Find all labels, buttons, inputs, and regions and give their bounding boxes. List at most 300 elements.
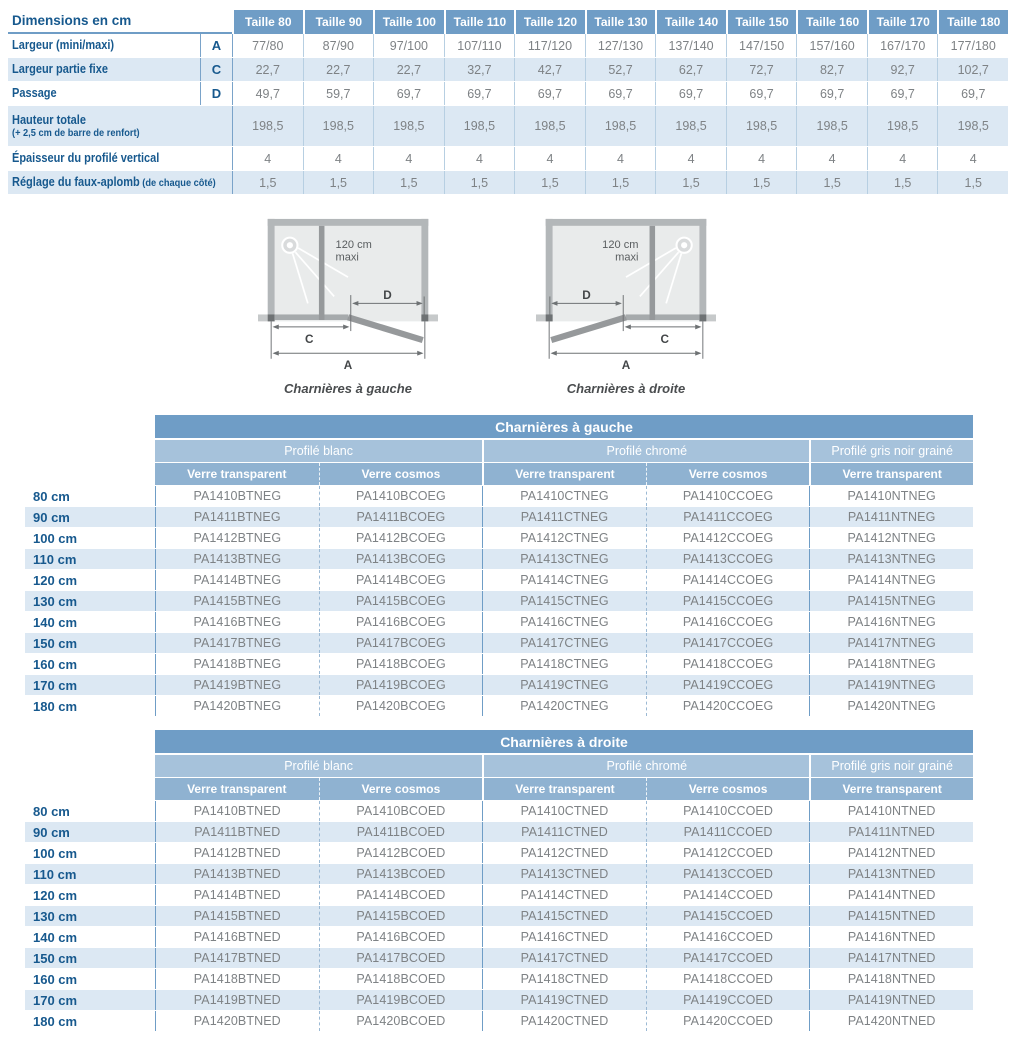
product-rows [25,801,973,1032]
product-code-cell: PA1414BCOEG [319,570,483,590]
diagram-hinges-left [258,212,438,396]
wall [268,219,275,321]
product-code-cell: PA1420CTNEG [482,696,646,716]
product-code-cell: PA1415BCOEG [319,591,483,611]
dimension-value: 137/140 [655,34,726,57]
product-code-cell: PA1420BCOEG [319,696,483,716]
product-rows [25,486,973,717]
dimension-row [8,82,1008,106]
dimension-row-label: Largeur partie fixe [12,62,108,77]
size-label: 110 cm [33,866,77,882]
glass-type-header: Verre transparent [155,778,319,800]
dimension-value: 198,5 [303,106,374,146]
dimension-value: 198,5 [373,106,444,146]
profile-group-header: Profilé chromé [482,755,809,777]
product-code-cell: PA1412NTNED [809,843,973,863]
dimension-value: 1,5 [514,171,585,194]
dimension-value: 22,7 [303,58,374,81]
dimension-value: 1,5 [373,171,444,194]
product-code-cell: PA1413CTNED [482,864,646,884]
product-code-cell: PA1412BCOED [319,843,483,863]
dimension-label-a: A [343,359,353,373]
max-width-note: maxi [335,251,359,264]
wall [546,219,707,226]
dimension-value: 4 [655,147,726,170]
size-header: Taille 100 [373,10,444,34]
size-label: 150 cm [33,635,78,651]
dimension-value: 4 [232,147,303,170]
size-label: 90 cm [33,824,70,840]
product-code-cell: PA1412BTNED [155,843,319,863]
dimension-value: 22,7 [232,58,303,81]
product-code-cell: PA1416CCOED [646,927,810,947]
dimension-value: 1,5 [444,171,515,194]
product-code-cell: PA1415BCOED [319,906,483,926]
dimension-value: 69,7 [444,82,515,105]
dimension-value: 167/170 [867,34,938,57]
product-code-cell: PA1420CCOEG [646,696,810,716]
diagram-caption: Charnières à gauche [284,381,412,397]
dimension-value: 4 [796,147,867,170]
dimension-letter: C [200,58,232,81]
dimension-value: 72,7 [726,58,797,81]
dimension-row [8,58,1008,82]
dimension-value: 198,5 [726,106,797,146]
dimension-value: 198,5 [514,106,585,146]
product-code-cell: PA1417CCOED [646,948,810,968]
dimension-value: 4 [514,147,585,170]
dimension-value: 42,7 [514,58,585,81]
dimension-label-c: C [304,332,314,346]
product-code-cell: PA1420NTNED [809,1011,973,1031]
size-label: 160 cm [33,656,78,672]
spacer [25,778,155,800]
table-row [25,528,973,549]
table-row [25,906,973,927]
dimension-row-label: Largeur (mini/maxi) [12,38,115,53]
table-row [25,864,973,885]
dimension-value: 1,5 [796,171,867,194]
dimension-value: 32,7 [444,58,515,81]
table-row [25,948,973,969]
wall-end [546,314,553,321]
product-code-cell: PA1419NTNEG [809,675,973,695]
glass-type-header: Verre cosmos [646,778,810,800]
product-code-cell: PA1414CTNEG [482,570,646,590]
product-code-cell: PA1411CCOED [646,822,810,842]
table-row [25,507,973,528]
max-width-note: 120 cm [602,238,639,251]
product-code-cell: PA1417CTNEG [482,633,646,653]
dimensions-table-body [8,34,1008,195]
shower-head-icon [681,242,687,248]
product-code-cell: PA1412CCOEG [646,528,810,548]
shower-head-icon [287,242,293,248]
dimension-row-label: Hauteur totale (+ 2,5 cm de barre de renfort) [12,112,140,140]
size-header: Taille 180 [937,10,1008,34]
size-label: 120 cm [33,887,78,903]
product-code-cell: PA1412CTNED [482,843,646,863]
product-code-cell: PA1417NTNED [809,948,973,968]
table-row [25,885,973,906]
dimension-value: 69,7 [655,82,726,105]
product-code-cell: PA1415CCOED [646,906,810,926]
size-label: 130 cm [33,908,78,924]
product-code-cell: PA1413BTNED [155,864,319,884]
product-code-cell: PA1414CCOED [646,885,810,905]
dimension-value: 1,5 [232,171,303,194]
glass-type-header: Verre transparent [482,463,646,485]
product-code-cell: PA1411CTNED [482,822,646,842]
size-header: Taille 120 [514,10,585,34]
product-code-cell: PA1420NTNEG [809,696,973,716]
dimension-value: 1,5 [937,171,1008,194]
dimension-value: 4 [937,147,1008,170]
dimension-value: 4 [726,147,797,170]
dimension-label-d: D [383,289,392,303]
bottom-track [626,314,699,320]
product-code-cell: PA1416CTNEG [482,612,646,632]
product-code-cell: PA1410NTNED [809,801,973,821]
product-code-cell: PA1418BCOEG [319,654,483,674]
product-code-cell: PA1413BCOED [319,864,483,884]
dimension-value: 49,7 [232,82,303,105]
product-code-cell: PA1411BCOEG [319,507,483,527]
table-row [25,633,973,654]
product-table-gauche [25,415,973,717]
dimension-value: 102,7 [937,58,1008,81]
glass-type-header: Verre transparent [155,463,319,485]
dimension-value: 198,5 [585,106,656,146]
table-row [25,801,973,822]
product-code-cell: PA1411CTNEG [482,507,646,527]
product-code-cell: PA1418NTNED [809,969,973,989]
dimension-value: 69,7 [937,82,1008,105]
wall-end [268,314,275,321]
product-code-cell: PA1417NTNEG [809,633,973,653]
size-label: 120 cm [33,572,78,588]
diagram-left-drawing [258,212,438,378]
table-row [25,549,973,570]
table-row [25,843,973,864]
dimension-value: 127/130 [585,34,656,57]
dimension-value: 4 [373,147,444,170]
size-label: 100 cm [33,530,78,546]
product-code-cell: PA1410BCOEG [319,486,483,506]
product-table-droite [25,730,973,1032]
product-code-cell: PA1416BCOED [319,927,483,947]
product-code-cell: PA1419CCOED [646,990,810,1010]
dimension-value: 52,7 [585,58,656,81]
spacer [25,440,155,462]
product-code-cell: PA1411NTNED [809,822,973,842]
dimension-value: 198,5 [796,106,867,146]
product-code-cell: PA1420CTNED [482,1011,646,1031]
product-code-cell: PA1418BTNEG [155,654,319,674]
product-code-cell: PA1415CTNED [482,906,646,926]
product-code-cell: PA1412CCOED [646,843,810,863]
dimension-value: 69,7 [373,82,444,105]
product-code-cell: PA1411CCOEG [646,507,810,527]
size-label: 150 cm [33,950,78,966]
wall-end [699,314,706,321]
size-header: Taille 110 [444,10,515,34]
floor-strip [536,314,546,321]
wall [421,219,428,321]
dimension-value: 198,5 [937,106,1008,146]
product-code-cell: PA1418CTNED [482,969,646,989]
size-label: 100 cm [33,845,78,861]
dimension-value: 1,5 [303,171,374,194]
dimension-value: 4 [444,147,515,170]
product-code-cell: PA1410CTNED [482,801,646,821]
dimension-value: 22,7 [373,58,444,81]
product-code-cell: PA1419BCOEG [319,675,483,695]
product-code-cell: PA1411BCOED [319,822,483,842]
dimension-value: 198,5 [444,106,515,146]
product-code-cell: PA1414NTNED [809,885,973,905]
product-code-cell: PA1413CCOEG [646,549,810,569]
product-code-cell: PA1416NTNEG [809,612,973,632]
product-code-cell: PA1412CTNEG [482,528,646,548]
product-code-cell: PA1418CCOEG [646,654,810,674]
size-label: 90 cm [33,509,70,525]
product-code-cell: PA1414BTNED [155,885,319,905]
product-code-cell: PA1413CTNEG [482,549,646,569]
fixed-panel [650,226,656,320]
product-code-cell: PA1415NTNED [809,906,973,926]
glass-type-header: Verre transparent [809,778,973,800]
product-code-cell: PA1417BTNED [155,948,319,968]
product-table-title: Charnières à gauche [155,415,973,438]
dimension-value: 107/110 [444,34,515,57]
table-row [25,990,973,1011]
product-code-cell: PA1410BTNED [155,801,319,821]
product-code-cell: PA1415BTNEG [155,591,319,611]
product-code-cell: PA1413NTNEG [809,549,973,569]
table-row [25,591,973,612]
product-code-cell: PA1412BCOEG [319,528,483,548]
dimension-row-label: Passage [12,86,57,101]
product-code-cell: PA1416NTNED [809,927,973,947]
dimension-label-a: A [621,359,631,373]
product-code-cell: PA1416CCOEG [646,612,810,632]
product-code-cell: PA1411BTNED [155,822,319,842]
dimension-value: 69,7 [726,82,797,105]
size-header: Taille 150 [726,10,797,34]
table-row [25,822,973,843]
wall [699,219,706,321]
table-row [25,486,973,507]
dimension-value: 4 [867,147,938,170]
floor-strip [428,314,438,321]
profile-group-header: Profilé chromé [482,440,809,462]
product-code-cell: PA1417CCOEG [646,633,810,653]
spacer [25,730,155,753]
dimension-value: 198,5 [867,106,938,146]
profile-group-header: Profilé gris noir grainé [809,440,973,462]
product-code-cell: PA1410BTNEG [155,486,319,506]
dimensions-corner-label: Dimensions en cm [8,10,232,34]
dimension-value: 1,5 [655,171,726,194]
product-code-cell: PA1419NTNED [809,990,973,1010]
dimension-value: 77/80 [232,34,303,57]
spacer [25,755,155,777]
size-label: 160 cm [33,971,78,987]
product-code-cell: PA1412NTNEG [809,528,973,548]
glass-type-header: Verre transparent [809,463,973,485]
table-row [25,654,973,675]
product-code-cell: PA1419CCOEG [646,675,810,695]
product-code-cell: PA1420BCOED [319,1011,483,1031]
product-code-cell: PA1419BTNED [155,990,319,1010]
table-row [25,1011,973,1032]
dimension-row-label: Réglage du faux-aplomb (de chaque côté) [12,175,216,190]
product-code-cell: PA1410BCOED [319,801,483,821]
profile-group-header: Profilé gris noir grainé [809,755,973,777]
product-code-cell: PA1413BTNEG [155,549,319,569]
size-label: 170 cm [33,677,78,693]
dimension-row [8,171,1008,195]
product-code-cell: PA1418BCOED [319,969,483,989]
dimension-value: 1,5 [585,171,656,194]
size-header: Taille 130 [585,10,656,34]
dimension-value: 198,5 [232,106,303,146]
dimensions-header-row [8,10,1008,34]
product-code-cell: PA1411BTNEG [155,507,319,527]
dimension-value: 147/150 [726,34,797,57]
product-code-cell: PA1418NTNEG [809,654,973,674]
size-label: 180 cm [33,1013,78,1029]
product-code-cell: PA1420BTNED [155,1011,319,1031]
product-code-cell: PA1420CCOED [646,1011,810,1031]
product-code-cell: PA1414BCOED [319,885,483,905]
size-label: 130 cm [33,593,78,609]
table-row [25,969,973,990]
dimension-value: 1,5 [726,171,797,194]
product-code-cell: PA1413CCOED [646,864,810,884]
size-header: Taille 170 [867,10,938,34]
size-label: 170 cm [33,992,78,1008]
dimension-row [8,147,1008,171]
product-code-cell: PA1412BTNEG [155,528,319,548]
table-row [25,570,973,591]
diagram-caption: Charnières à droite [566,381,686,397]
dimension-value: 92,7 [867,58,938,81]
product-code-cell: PA1411NTNEG [809,507,973,527]
product-code-cell: PA1414NTNEG [809,570,973,590]
table-row [25,612,973,633]
dimension-value: 4 [585,147,656,170]
product-code-cell: PA1416CTNED [482,927,646,947]
product-code-cell: PA1416BCOEG [319,612,483,632]
dimension-value: 69,7 [585,82,656,105]
product-code-cell: PA1417BTNEG [155,633,319,653]
product-code-cell: PA1414CTNED [482,885,646,905]
product-code-cell: PA1410CTNEG [482,486,646,506]
size-header: Taille 160 [796,10,867,34]
dimension-row [8,106,1008,147]
product-code-cell: PA1418CCOED [646,969,810,989]
wall-end [421,314,428,321]
dimension-row [8,34,1008,58]
product-code-cell: PA1420BTNEG [155,696,319,716]
glass-type-header: Verre cosmos [646,463,810,485]
dimension-label-c: C [660,332,670,346]
product-code-cell: PA1418BTNED [155,969,319,989]
size-label: 140 cm [33,614,78,630]
dimension-value: 4 [303,147,374,170]
product-code-cell: PA1419BTNEG [155,675,319,695]
table-row [25,696,973,717]
product-code-cell: PA1415CCOEG [646,591,810,611]
dimension-value: 1,5 [867,171,938,194]
size-label: 80 cm [33,488,70,504]
dimension-value: 69,7 [796,82,867,105]
size-header: Taille 80 [232,10,303,34]
product-code-cell: PA1416BTNEG [155,612,319,632]
floor-strip [706,314,716,321]
diagram-hinges-right [536,212,716,396]
product-code-cell: PA1414CCOEG [646,570,810,590]
dimension-row-label: Épaisseur du profilé vertical [12,151,160,166]
product-code-cell: PA1415BTNED [155,906,319,926]
dimension-value: 157/160 [796,34,867,57]
spacer [25,463,155,485]
dimension-value: 198,5 [655,106,726,146]
bottom-track [275,314,348,320]
size-header: Taille 90 [303,10,374,34]
spacer [25,415,155,438]
product-code-cell: PA1418CTNEG [482,654,646,674]
product-code-cell: PA1419BCOED [319,990,483,1010]
product-code-cell: PA1410NTNEG [809,486,973,506]
wall [546,219,553,321]
floor-strip [258,314,268,321]
profile-group-header: Profilé blanc [155,755,482,777]
product-table-title: Charnières à droite [155,730,973,753]
product-code-cell: PA1413NTNED [809,864,973,884]
product-code-cell: PA1410CCOED [646,801,810,821]
glass-type-header: Verre cosmos [319,463,483,485]
product-code-cell: PA1416BTNED [155,927,319,947]
wall [268,219,429,226]
dimension-value: 97/100 [373,34,444,57]
table-row [25,927,973,948]
product-code-cell: PA1410CCOEG [646,486,810,506]
dimension-value: 177/180 [937,34,1008,57]
max-width-note: maxi [615,251,639,264]
dimension-value: 117/120 [514,34,585,57]
dimensions-table [8,10,1008,195]
product-code-cell: PA1419CTNED [482,990,646,1010]
dimension-value: 62,7 [655,58,726,81]
product-code-cell: PA1417CTNED [482,948,646,968]
fixed-panel [319,226,325,320]
dimension-value: 69,7 [514,82,585,105]
diagram-right-drawing [536,212,716,378]
product-code-cell: PA1419CTNEG [482,675,646,695]
dimension-value: 59,7 [303,82,374,105]
size-label: 180 cm [33,698,78,714]
product-code-cell: PA1414BTNEG [155,570,319,590]
glass-type-header: Verre transparent [482,778,646,800]
product-code-cell: PA1417BCOED [319,948,483,968]
size-label: 80 cm [33,803,70,819]
glass-type-header: Verre cosmos [319,778,483,800]
dimension-label-d: D [582,289,591,303]
product-code-cell: PA1415NTNEG [809,591,973,611]
